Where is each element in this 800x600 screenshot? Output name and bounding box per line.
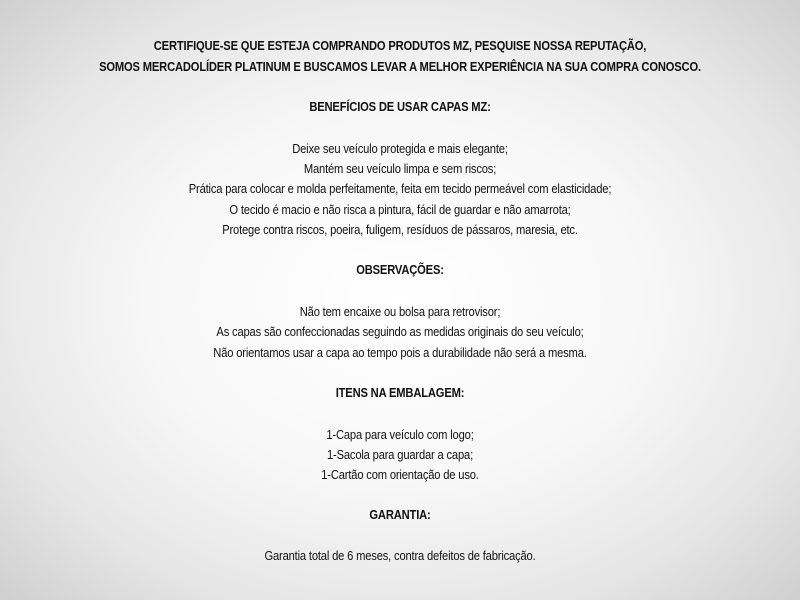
- package-item: 1-Cartão com orientação de uso.: [321, 467, 479, 482]
- observation-item: As capas são confeccionadas seguindo as medidas originais do seu veículo;: [216, 324, 584, 339]
- intro-line-2: SOMOS MERCADOLÍDER PLATINUM E BUSCAMOS LEVAR A MELHOR EXPERIÊNCIA NA SUA COMPRA CONOSCO.: [99, 59, 701, 74]
- package-heading: ITENS NA EMBALAGEM:: [335, 385, 465, 400]
- benefit-item: Protege contra riscos, poeira, fuligem, resíduos de pássaros, maresia, etc.: [222, 222, 578, 237]
- benefit-item: O tecido é macio e não risca a pintura, fácil de guardar e não amarrota;: [229, 202, 571, 217]
- benefit-item: Deixe seu veículo protegida e mais elegante;: [292, 141, 508, 156]
- observation-item: Não orientamos usar a capa ao tempo pois a durabilidade não será a mesma.: [213, 345, 587, 360]
- benefits-heading: BENEFÍCIOS DE USAR CAPAS MZ:: [309, 99, 491, 114]
- warranty-heading: GARANTIA:: [369, 507, 431, 522]
- benefit-item: Mantém seu veículo limpa e sem riscos;: [303, 161, 497, 176]
- intro-line-1: CERTIFIQUE-SE QUE ESTEJA COMPRANDO PRODUTOS MZ, PESQUISE NOSSA REPUTAÇÃO,: [153, 38, 647, 53]
- warranty-text: Garantia total de 6 meses, contra defeitos de fabricação.: [264, 548, 536, 563]
- observations-heading: OBSERVAÇÕES:: [356, 262, 444, 277]
- benefit-item: Prática para colocar e molda perfeitamente, feita em tecido permeável com elasticidade;: [188, 181, 612, 196]
- observation-item: Não tem encaixe ou bolsa para retrovisor;: [299, 304, 501, 319]
- package-item: 1-Capa para veículo com logo;: [326, 427, 474, 442]
- package-item: 1-Sacola para guardar a capa;: [326, 447, 474, 462]
